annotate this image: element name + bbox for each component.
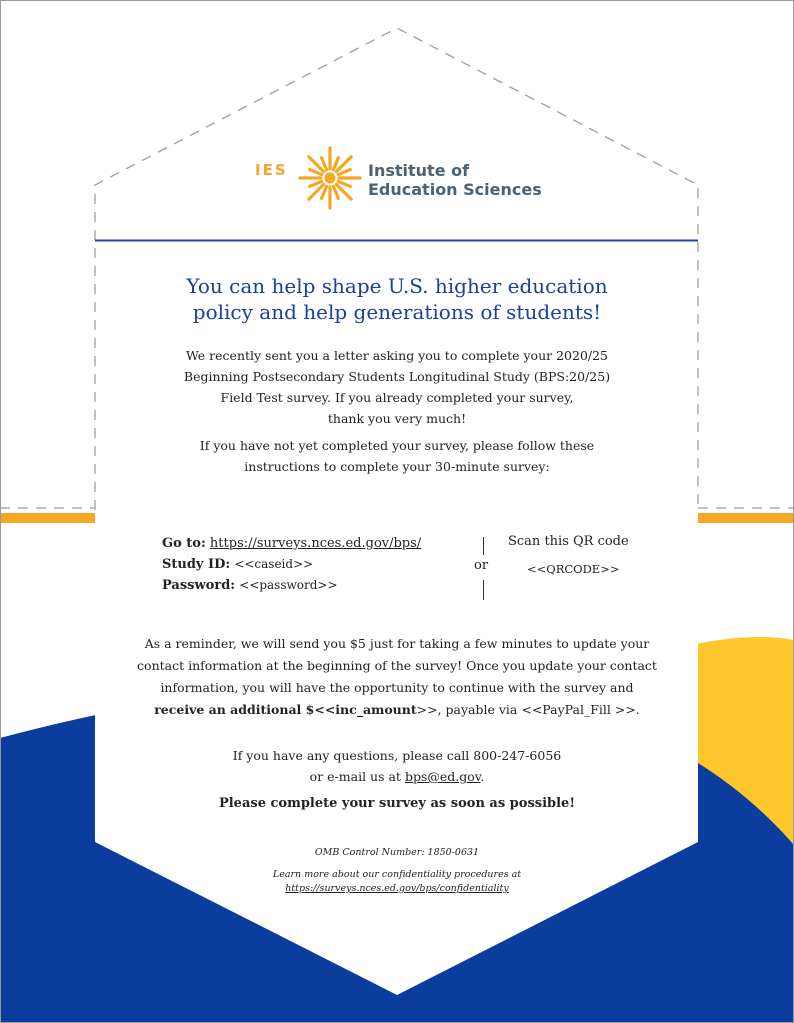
logo-acronym: IES [255,161,288,179]
sunburst-icon [297,145,363,211]
reminder-line3: information, you will have the opportunity to continue with the survey and [160,680,634,695]
reminder-line1: As a reminder, we will send you $5 just for taking a few minutes to update your [144,636,650,651]
contact-suffix: . [480,769,485,784]
contact-paragraph [120,745,674,787]
confidentiality-note [200,868,594,896]
ies-logo [255,145,555,215]
orange-band-left [0,513,95,523]
go-to-row [162,533,421,554]
study-id-row [162,554,421,575]
sun-ray [322,186,327,198]
closing-line: Please complete your survey as soon as possible! [218,796,576,811]
divider-top [483,537,484,555]
qr-code-placeholder: <<QRCODE>> [527,562,620,576]
email-link[interactable]: bps@ed.gov [404,769,481,784]
headline-line1: You can help shape U.S. higher education [186,274,608,298]
intro-paragraph [120,345,674,429]
password-value: <<password>> [239,578,338,592]
sun-ray [322,158,327,170]
reminder-line4 [112,699,682,721]
reminder-line2: contact information at the beginning of the survey! Once you update your contact [137,658,657,673]
sun-ray [310,170,322,175]
sun-ray [338,181,350,186]
instructions-paragraph [120,435,674,477]
confidentiality-link[interactable]: https://surveys.nces.ed.gov/bps/confidentiality [285,883,509,894]
logo-name [368,161,542,199]
reminder-paragraph [112,633,682,721]
omb-number: OMB Control Number: 1850-0631 [314,847,480,858]
logo-name-line1: Institute of [368,161,470,180]
instructions-line2: instructions to complete your 30-minute survey: [244,459,550,474]
survey-url-link[interactable]: https://surveys.nces.ed.gov/bps/ [209,536,422,551]
intro-line1: We recently sent you a letter asking you to complete your 2020/25 [185,348,609,363]
password-row [162,575,421,596]
access-info [162,533,421,596]
password-label: Password: [162,578,236,593]
logo-name-line2: Education Sciences [368,180,542,199]
sun-ray [333,158,338,170]
reminder-rest: >>, payable via <<PayPal_Fill >>. [416,702,640,717]
intro-line3: Field Test survey. If you already completed your survey, [220,390,574,405]
contact-line1: If you have any questions, please call 800-247-6056 [232,748,562,763]
contact-prefix: or e-mail us at [309,769,405,784]
reminder-amount: <<inc_amount [314,702,417,717]
instructions-line1: If you have not yet completed your survey, please follow these [199,438,595,453]
reminder-bold: receive an additional $ [154,702,315,717]
headline-line2: policy and help generations of students! [192,300,602,324]
intro-line4: thank you very much! [327,411,467,426]
study-id-value: <<caseid>> [234,557,314,571]
contact-line2 [120,766,674,787]
or-separator: or [474,558,489,573]
headline [150,273,644,325]
qr-label: Scan this QR code [508,534,629,549]
orange-band-right [698,513,794,523]
sun-ray [310,181,322,186]
confidentiality-line1: Learn more about our confidentiality procedures at [272,869,522,880]
go-to-label: Go to: [162,536,206,551]
sun-ray [338,170,350,175]
divider-bottom [483,580,484,600]
intro-line2: Beginning Postsecondary Students Longitudinal Study (BPS:20/25) [183,369,611,384]
sun-ray [333,186,338,198]
study-id-label: Study ID: [162,557,231,572]
